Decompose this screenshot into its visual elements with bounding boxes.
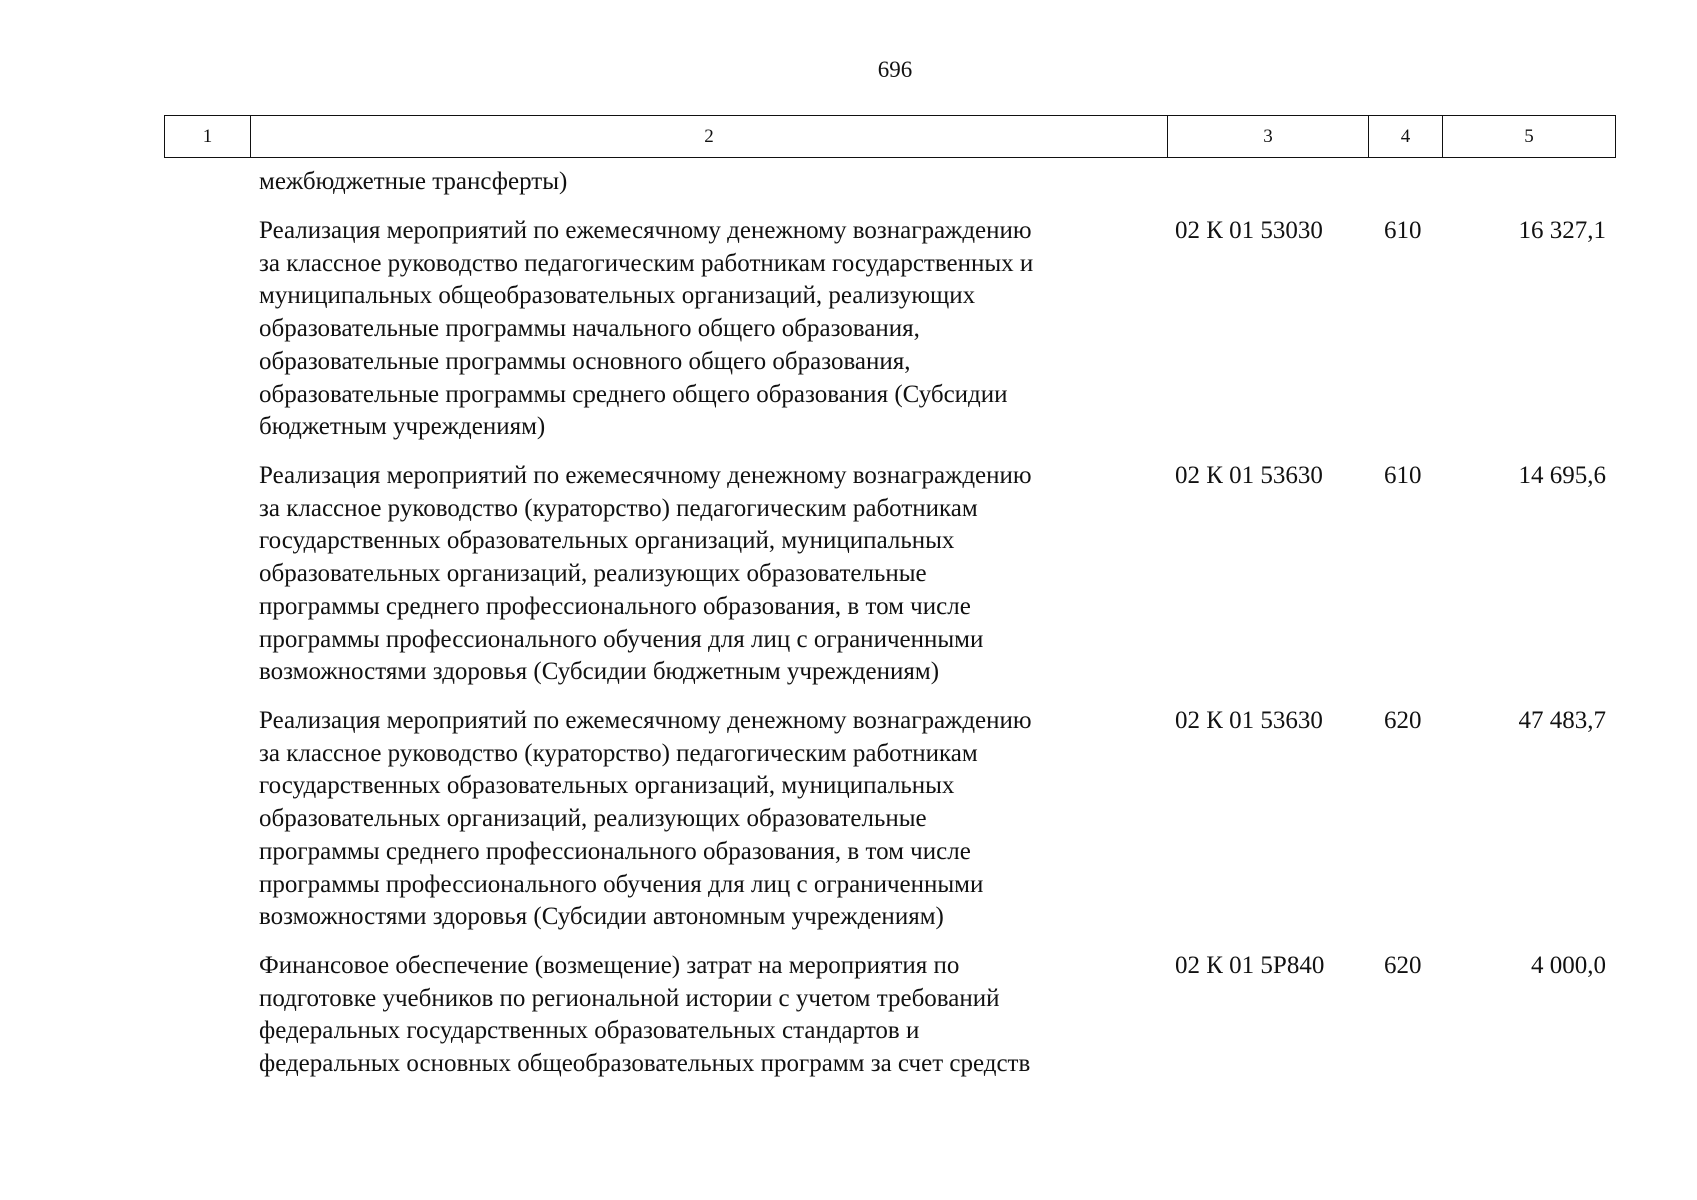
row-amount: 16 327,1 [1518, 217, 1606, 244]
row-target-code: 02 К 01 5Р840 [1175, 952, 1325, 979]
row-description: Финансовое обеспечение (возмещение) затрат на мероприятия по подготовке учебников по региональной истории с учетом требований федеральных государственных образовательных стандартов и федеральных основных общеобразовательных программ за счет средств [259, 952, 1031, 1078]
column-header-4: 4 [1369, 116, 1443, 157]
row-target-code: 02 К 01 53030 [1175, 217, 1323, 244]
continuation-text: межбюджетные трансферты) [259, 168, 568, 195]
row-expense-type: 620 [1384, 707, 1422, 734]
page-number: 696 [877, 57, 913, 82]
row-amount: 4 000,0 [1531, 952, 1606, 979]
row-description: Реализация мероприятий по ежемесячному денежному вознаграждению за классное руководство педагогическим работникам государственных и муниципальных общеобразовательных организаций, реализующих образовательные программы начального общего образования, образовательные программы основного общего образования, образовательные программы среднего общего образования (Субсидии бюджетным учреждениям) [259, 217, 1034, 441]
column-header-5: 5 [1524, 125, 1534, 147]
table-row [0, 460, 1697, 705]
table-body [0, 166, 1697, 1090]
row-description: Реализация мероприятий по ежемесячному денежному вознаграждению за классное руководство (кураторство) педагогическим работникам государственных образовательных организаций, муниципальных образовательных организаций, реализующих образовательные программы среднего профессионального образования, в том числе программы профессионального обучения для лиц с ограниченными возможностями здоровья (Субсидии бюджетным учреждениям) [259, 462, 1032, 686]
row-amount: 47 483,7 [1518, 707, 1606, 734]
column-header-2: 2 [251, 116, 1168, 157]
table-row [0, 950, 1697, 1090]
row-description: Реализация мероприятий по ежемесячному денежному вознаграждению за классное руководство (кураторство) педагогическим работникам государственных образовательных организаций, муниципальных образовательных организаций, реализующих образовательные программы среднего профессионального образования, в том числе программы профессионального обучения для лиц с ограниченными возможностями здоровья (Субсидии автономным учреждениям) [259, 707, 1032, 931]
row-expense-type: 620 [1384, 952, 1422, 979]
table-header [164, 115, 1616, 158]
table-row [0, 705, 1697, 950]
row-target-code: 02 К 01 53630 [1175, 707, 1323, 734]
table-row [0, 215, 1697, 460]
column-header-3: 3 [1168, 116, 1369, 157]
row-amount: 14 695,6 [1518, 462, 1606, 489]
table-row-continuation [0, 166, 1697, 215]
row-target-code: 02 К 01 53630 [1175, 462, 1323, 489]
row-expense-type: 610 [1384, 217, 1422, 244]
column-header-1: 1 [165, 116, 251, 157]
row-expense-type: 610 [1384, 462, 1422, 489]
